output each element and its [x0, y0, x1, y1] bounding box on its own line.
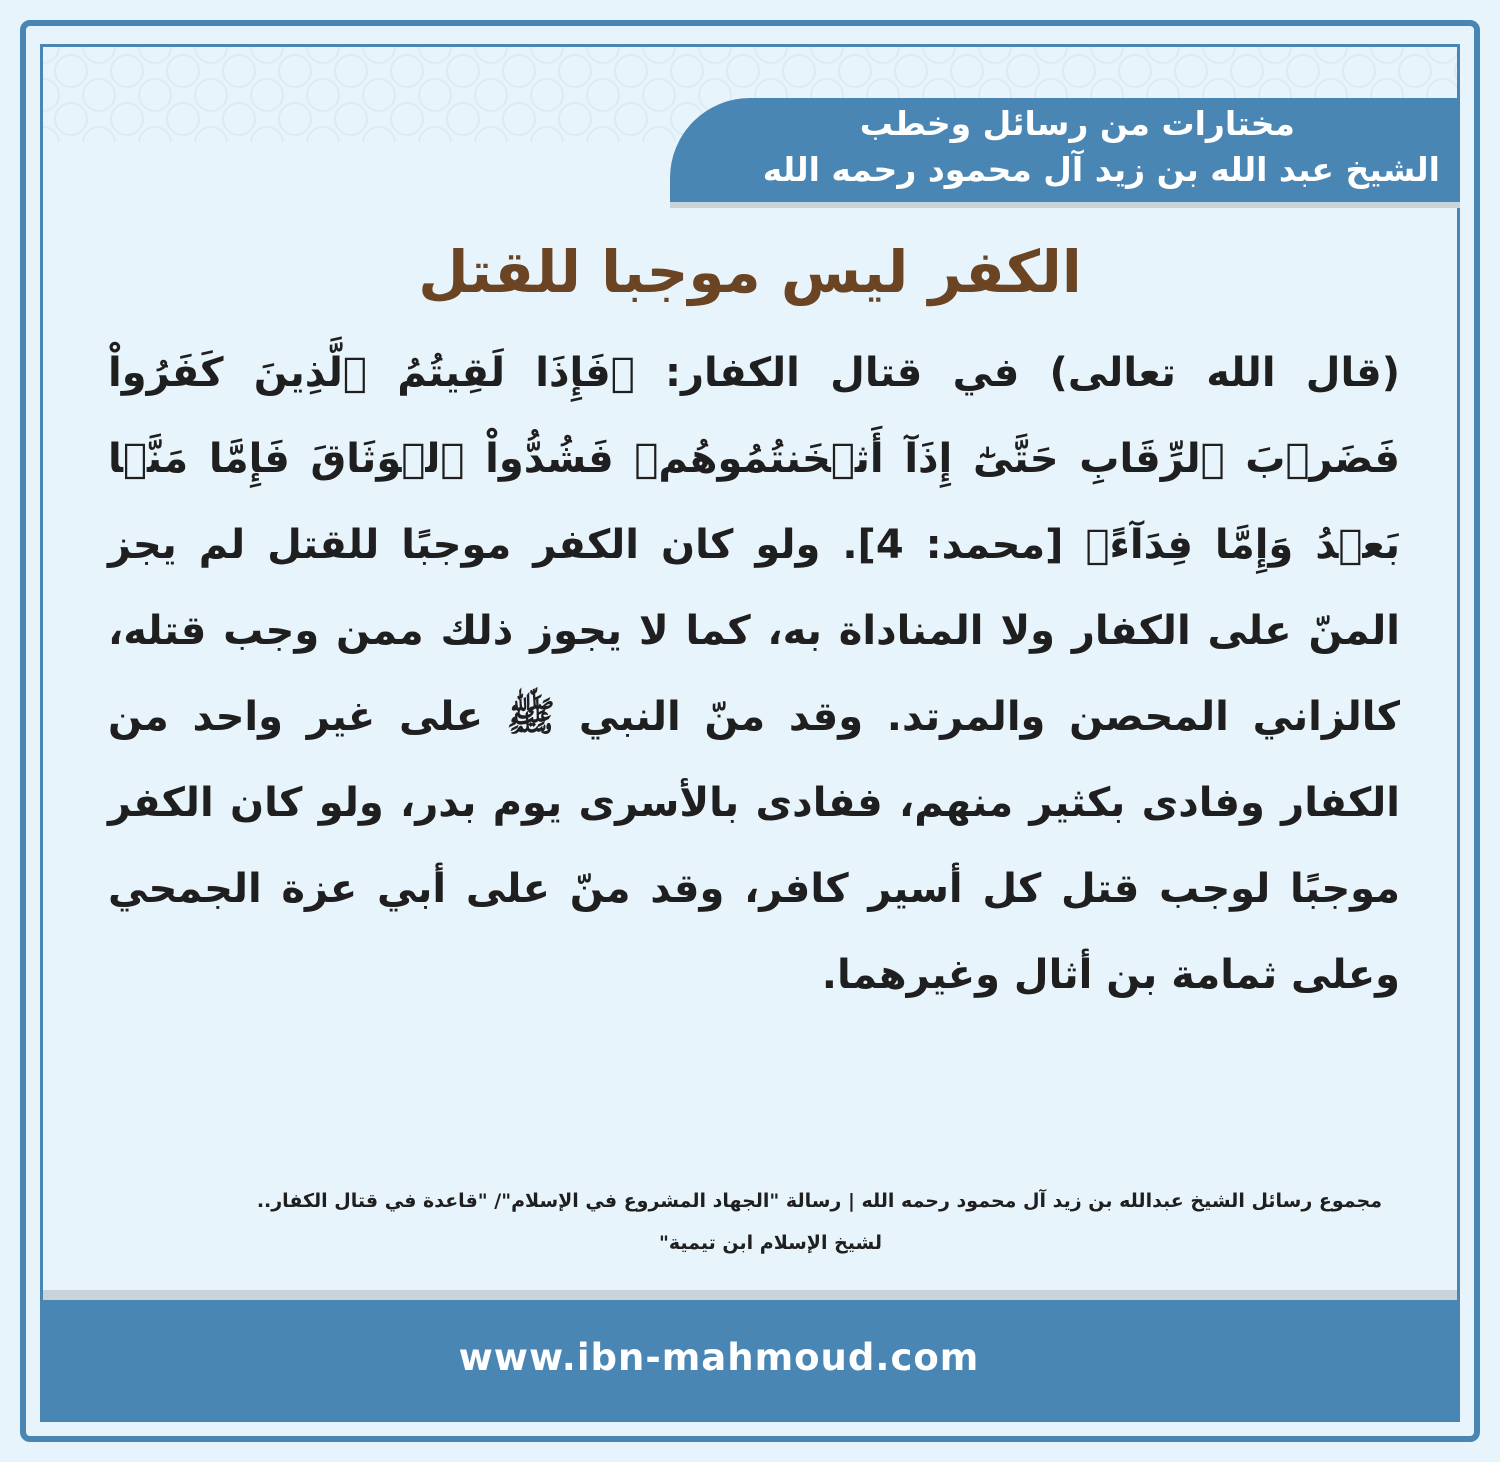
body-text: (قال الله تعالى) في قتال الكفار: ﴿فَإِذَا لَقِيتُمُ ٱلَّذِينَ كَفَرُواْ فَضَرۡبَ ٱلرِّقَابِ حَتَّىٰٓ إِذَآ أَثۡخَنتُمُوهُمۡ فَشُدُّواْ ٱلۡوَثَاقَ فَإِمَّا مَنَّۢا بَعۡدُ وَإِمَّا فِدَآءً﴾ [محمد: 4]. ولو كان الكفر موجبًا للقتل لم يجز المنّ على الكفار ولا المناداة به، كما لا يجوز ذلك ممن وجب قتله، كالزاني المحصن والمرتد. وقد منّ النبي ﷺ على غير واحد من الكفار وفادى بكثير منهم، ففادى بالأسرى يوم بدر، ولو كان الكفر موجبًا لوجب قتل كل أسير كافر، وقد منّ على أبي عزة الجمحي وعلى ثمامة بن أثال وغيرهما.: [108, 350, 1400, 998]
website-link[interactable]: www.ibn-mahmoud.com: [458, 1336, 980, 1379]
header-banner: [670, 98, 1460, 202]
page-title: الكفر ليس موجبا للقتل: [418, 238, 1082, 306]
header-subtitle: مختارات من رسائل وخطب: [859, 104, 1295, 143]
citation-line-2: لشيخ الإسلام ابن تيمية": [658, 1232, 882, 1254]
header-author: الشيخ عبد الله بن زيد آل محمود رحمه الله: [762, 150, 1440, 189]
citation: [110, 1180, 1382, 1264]
citation-line-1: مجموع رسائل الشيخ عبدالله بن زيد آل محمود رحمه الله | رسالة "الجهاد المشروع في الإسلام"/ "قاعدة في قتال الكفار..: [256, 1190, 1382, 1212]
footer-divider: [43, 1290, 1457, 1300]
